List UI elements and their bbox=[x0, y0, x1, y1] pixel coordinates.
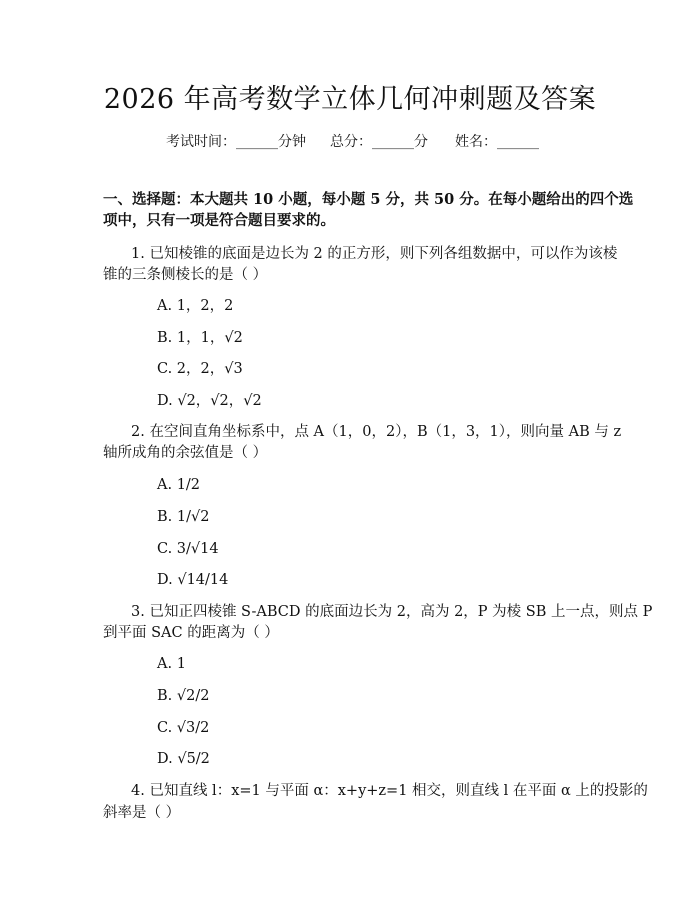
option-b: B. 1/√2 bbox=[157, 509, 210, 525]
exam-time-field: 考试时间：______分钟 bbox=[166, 134, 306, 150]
question-text-line2: 轴所成角的余弦值是（ ） bbox=[103, 445, 268, 461]
student-name-field: 姓名：______ bbox=[455, 134, 539, 150]
option-c: C. 2，2，√3 bbox=[157, 361, 243, 377]
option-a: A. 1/2 bbox=[157, 477, 201, 493]
option-c: C. 3/√14 bbox=[157, 541, 219, 557]
option-c: C. √3/2 bbox=[157, 720, 210, 736]
exam-meta-row bbox=[0, 131, 700, 153]
option-b: B. 1，1，√2 bbox=[157, 330, 243, 346]
question-text-line1: 1. 已知棱锥的底面是边长为 2 的正方形，则下列各组数据中，可以作为该棱 bbox=[131, 246, 618, 262]
question-text-line2: 锥的三条侧棱长的是（ ） bbox=[103, 267, 268, 283]
option-d: D. √5/2 bbox=[157, 751, 210, 767]
question-text-line1: 2. 在空间直角坐标系中，点 A（1，0，2），B（1，3，1），则向量 AB 与 z bbox=[131, 424, 622, 440]
option-d: D. √14/14 bbox=[157, 572, 229, 588]
question-text-line2: 到平面 SAC 的距离为（ ） bbox=[103, 625, 279, 641]
option-b: B. √2/2 bbox=[157, 688, 210, 704]
exam-title: 2026 年高考数学立体几何冲刺题及答案 bbox=[103, 84, 597, 115]
question-text-line2: 斜率是（ ） bbox=[103, 805, 181, 821]
section-heading-line2: 项中，只有一项是符合题目要求的。 bbox=[103, 212, 335, 229]
question-text-line1: 3. 已知正四棱锥 S-ABCD 的底面边长为 2，高为 2，P 为棱 SB 上一点，则点 P bbox=[131, 604, 653, 620]
section-heading-line1: 一、选择题：本大题共 10 小题，每小题 5 分，共 50 分。在每小题给出的四个选 bbox=[103, 191, 634, 208]
option-a: A. 1，2，2 bbox=[157, 298, 234, 314]
question-text-line1: 4. 已知直线 l：x=1 与平面 α：x+y+z=1 相交，则直线 l 在平面 α 上的投影的 bbox=[131, 783, 648, 799]
option-d: D. √2，√2，√2 bbox=[157, 393, 262, 409]
option-a: A. 1 bbox=[157, 656, 186, 672]
total-score-field: 总分：______分 bbox=[330, 134, 428, 150]
